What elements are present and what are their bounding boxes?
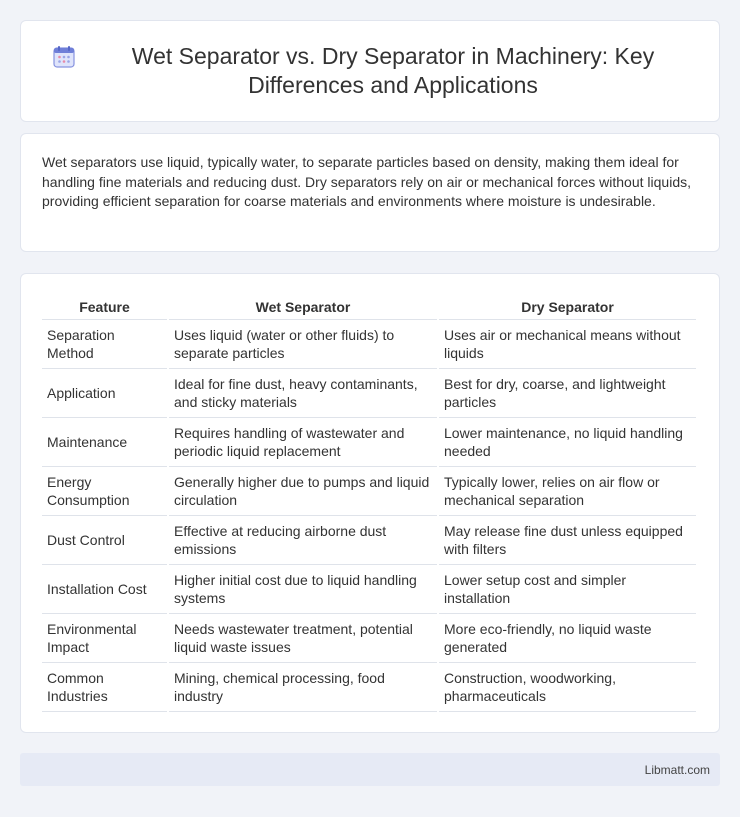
feature-cell: Common Industries <box>42 663 167 712</box>
header-dry-separator: Dry Separator <box>439 295 696 320</box>
dry-cell: Lower setup cost and simpler installation <box>439 565 696 614</box>
dry-cell: Best for dry, coarse, and lightweight particles <box>439 369 696 418</box>
table-row <box>42 565 696 614</box>
wet-cell: Ideal for fine dust, heavy contaminants, and sticky materials <box>169 369 437 418</box>
wet-cell: Effective at reducing airborne dust emissions <box>169 516 437 565</box>
intro-card <box>20 133 720 252</box>
dry-cell: Construction, woodworking, pharmaceuticals <box>439 663 696 712</box>
wet-cell: Uses liquid (water or other fluids) to separate particles <box>169 320 437 369</box>
table-header-row <box>42 295 696 320</box>
wet-cell: Needs wastewater treatment, potential liquid waste issues <box>169 614 437 663</box>
site-link[interactable]: Libmatt.com <box>644 762 710 777</box>
table-row <box>42 467 696 516</box>
table-row <box>42 418 696 467</box>
feature-cell: Energy Consumption <box>42 467 167 516</box>
table-row <box>42 614 696 663</box>
intro-paragraph: Wet separators use liquid, typically water, to separate particles based on density, making them ideal for handling fine materials and reducing dust. Dry separators rely on air or mechanical forces without liquids, providing efficient separation for coarse materials and environments where moisture is undesirable. <box>42 154 691 209</box>
calendar-icon <box>51 44 77 70</box>
dry-cell: Uses air or mechanical means without liquids <box>439 320 696 369</box>
footer-bar <box>20 753 720 786</box>
page-title: Wet Separator vs. Dry Separator in Machinery: Key Differences and Applications <box>131 43 655 98</box>
dry-cell: Lower maintenance, no liquid handling needed <box>439 418 696 467</box>
header-feature: Feature <box>42 295 167 320</box>
header-wet-separator: Wet Separator <box>169 295 437 320</box>
comparison-card <box>20 273 720 733</box>
comparison-table <box>40 295 698 712</box>
title-row <box>51 42 689 100</box>
feature-cell: Environmental Impact <box>42 614 167 663</box>
dry-cell: Typically lower, relies on air flow or mechanical separation <box>439 467 696 516</box>
feature-cell: Application <box>42 369 167 418</box>
wet-cell: Requires handling of wastewater and periodic liquid replacement <box>169 418 437 467</box>
dry-cell: May release fine dust unless equipped with filters <box>439 516 696 565</box>
feature-cell: Maintenance <box>42 418 167 467</box>
feature-cell: Separation Method <box>42 320 167 369</box>
wet-cell: Generally higher due to pumps and liquid circulation <box>169 467 437 516</box>
wet-cell: Higher initial cost due to liquid handling systems <box>169 565 437 614</box>
table-row <box>42 320 696 369</box>
table-row <box>42 369 696 418</box>
title-card <box>20 20 720 122</box>
dry-cell: More eco-friendly, no liquid waste generated <box>439 614 696 663</box>
table-row <box>42 663 696 712</box>
wet-cell: Mining, chemical processing, food industry <box>169 663 437 712</box>
feature-cell: Dust Control <box>42 516 167 565</box>
table-row <box>42 516 696 565</box>
feature-cell: Installation Cost <box>42 565 167 614</box>
